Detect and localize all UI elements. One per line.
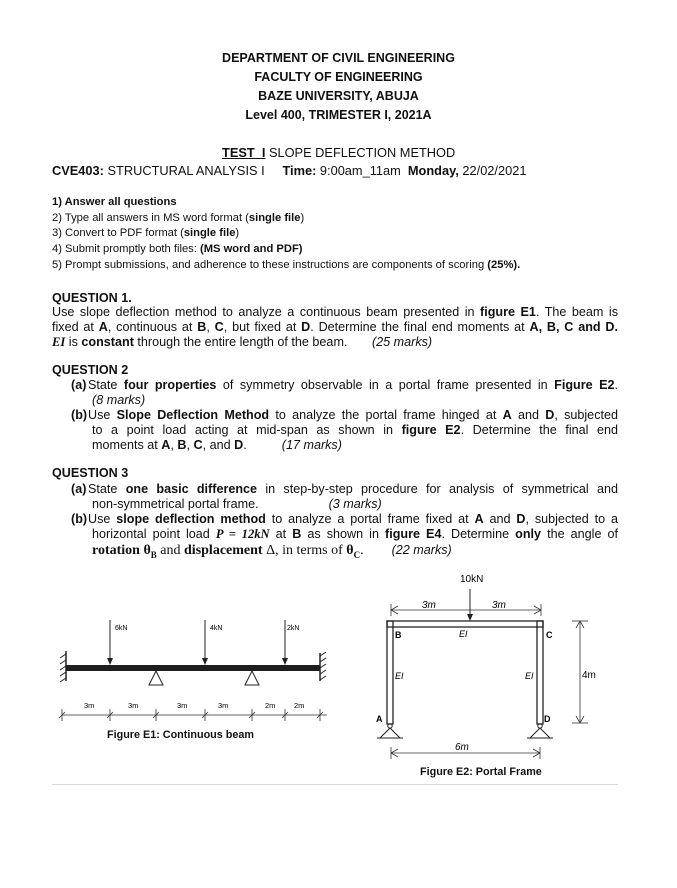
column-ab [387, 621, 393, 724]
exam-day: Monday, [407, 163, 459, 178]
course-line [52, 163, 526, 178]
fixed-support-d [320, 652, 326, 681]
question-3a-label: (a) [71, 482, 87, 496]
load-label-10kn: 10kN [460, 574, 484, 585]
load-label-4kn: 4kN [210, 625, 223, 632]
course-name: STRUCTURAL ANALYSIS I [103, 163, 265, 178]
question-3b-line-2: horizontal point load P = 12kN at B as shown in figure E4. Determine only the angle of [92, 527, 618, 541]
span-label-1: 3m [84, 701, 95, 710]
load-label-6kn: 6kN [115, 625, 128, 632]
node-label-c: C [546, 630, 553, 640]
figure-e2-caption: Figure E2: Portal Frame [420, 766, 542, 778]
question-2b-line-2: to a point load acting at mid-span as shown in figure E2. Determine the final end [92, 423, 619, 437]
department-title: DEPARTMENT OF CIVIL ENGINEERING [222, 51, 455, 65]
question-1-line-3: EI is constant through the entire length of the beam. (25 marks) [52, 335, 433, 349]
figure-e1-caption: Figure E1: Continuous beam [107, 729, 254, 741]
test-label: TEST_I [222, 145, 266, 160]
span-label-5: 2m [265, 701, 276, 710]
pin-support-b [149, 671, 163, 685]
half-span-label-left: 3m [422, 600, 436, 611]
span-label-6m: 6m [455, 742, 469, 753]
node-label-d: D [544, 714, 551, 724]
node-label-b: B [395, 630, 402, 640]
fixed-support-a [60, 651, 66, 682]
load-arrowhead-10kn [467, 614, 473, 621]
page-divider [52, 784, 618, 785]
pin-support-a [380, 728, 400, 738]
question-3-title: QUESTION 3 [52, 466, 129, 480]
height-label: 4m [582, 670, 596, 681]
course-code: CVE403: [52, 163, 104, 178]
time-label: Time: [282, 163, 317, 178]
column-cd [537, 621, 543, 724]
test-title: SLOPE DEFLECTION METHOD [265, 145, 456, 160]
question-2a-label: (a) [71, 378, 87, 392]
question-2b-line-1: Use Slope Deflection Method to analyze the portal frame hinged at A and D, subjected [88, 408, 618, 422]
exam-date: 22/02/2021 [458, 163, 527, 178]
question-2b-label: (b) [71, 408, 88, 422]
instruction-4: 4) Submit promptly both files: (MS word and PDF) [52, 243, 303, 255]
instruction-3: 3) Convert to PDF format (single file) [52, 227, 240, 239]
question-3b-line-1: Use slope deflection method to analyze a portal frame fixed at A and D, subjected to a [88, 512, 618, 526]
load-label-2kn: 2kN [287, 625, 300, 632]
load-arrowhead-2kn [282, 658, 288, 665]
load-arrowhead-6kn [107, 658, 113, 665]
ei-label-beam: EI [459, 629, 468, 639]
test-title-line [222, 145, 455, 160]
question-2-title: QUESTION 2 [52, 363, 129, 377]
half-span-label-right: 3m [492, 600, 506, 611]
time-value: 9:00am_11am [316, 163, 401, 178]
question-3a-line-1: State one basic difference in step-by-step procedure for analysis of symmetrical and [88, 482, 619, 496]
instruction-2: 2) Type all answers in MS word format (single file) [52, 212, 305, 224]
load-arrowhead-4kn [202, 658, 208, 665]
span-label-6: 2m [294, 701, 305, 710]
question-2a-text: State four properties of symmetry observable in a portal frame presented in Figure E2. [88, 378, 618, 392]
instruction-1: 1) Answer all questions [52, 196, 177, 208]
question-3b-label: (b) [71, 512, 88, 526]
ei-label-left-column: EI [395, 671, 404, 681]
span-label-4: 3m [218, 701, 229, 710]
question-3a-line-2: non-symmetrical portal frame. (3 marks) [92, 497, 382, 511]
question-1-line-2: fixed at A, continuous at B, C, but fixed at D. Determine the final end moments at A, B, C and D. [52, 320, 619, 334]
beam-bc [387, 621, 543, 627]
university-title: BAZE UNIVERSITY, ABUJA [258, 89, 419, 103]
question-3b-line-3: rotation $\theta_B$ and displacement Δ, in terms of $\theta_C$. (22 marks) [92, 543, 452, 560]
faculty-title: FACULTY OF ENGINEERING [254, 70, 423, 84]
question-1-title: QUESTION 1. [52, 291, 132, 305]
node-label-a: A [376, 714, 383, 724]
figure-e2-portal-frame [370, 570, 610, 770]
instruction-5: 5) Prompt submissions, and adherence to these instructions are components of scoring (25%). [52, 259, 521, 271]
question-2a-marks: (8 marks) [92, 393, 146, 407]
question-2b-line-3: moments at A, B, C, and D. (17 marks) [92, 438, 342, 452]
beam [66, 665, 320, 671]
pin-support-c [245, 671, 259, 685]
span-label-3: 3m [177, 701, 188, 710]
question-1-line-1: Use slope deflection method to analyze a continuous beam presented in figure E1. The beam is [52, 305, 618, 319]
level-title: Level 400, TRIMESTER I, 2021A [245, 108, 432, 122]
span-label-2: 3m [128, 701, 139, 710]
pin-support-d [530, 728, 550, 738]
figure-e1-continuous-beam [52, 608, 342, 738]
ei-label-right-column: EI [525, 671, 534, 681]
